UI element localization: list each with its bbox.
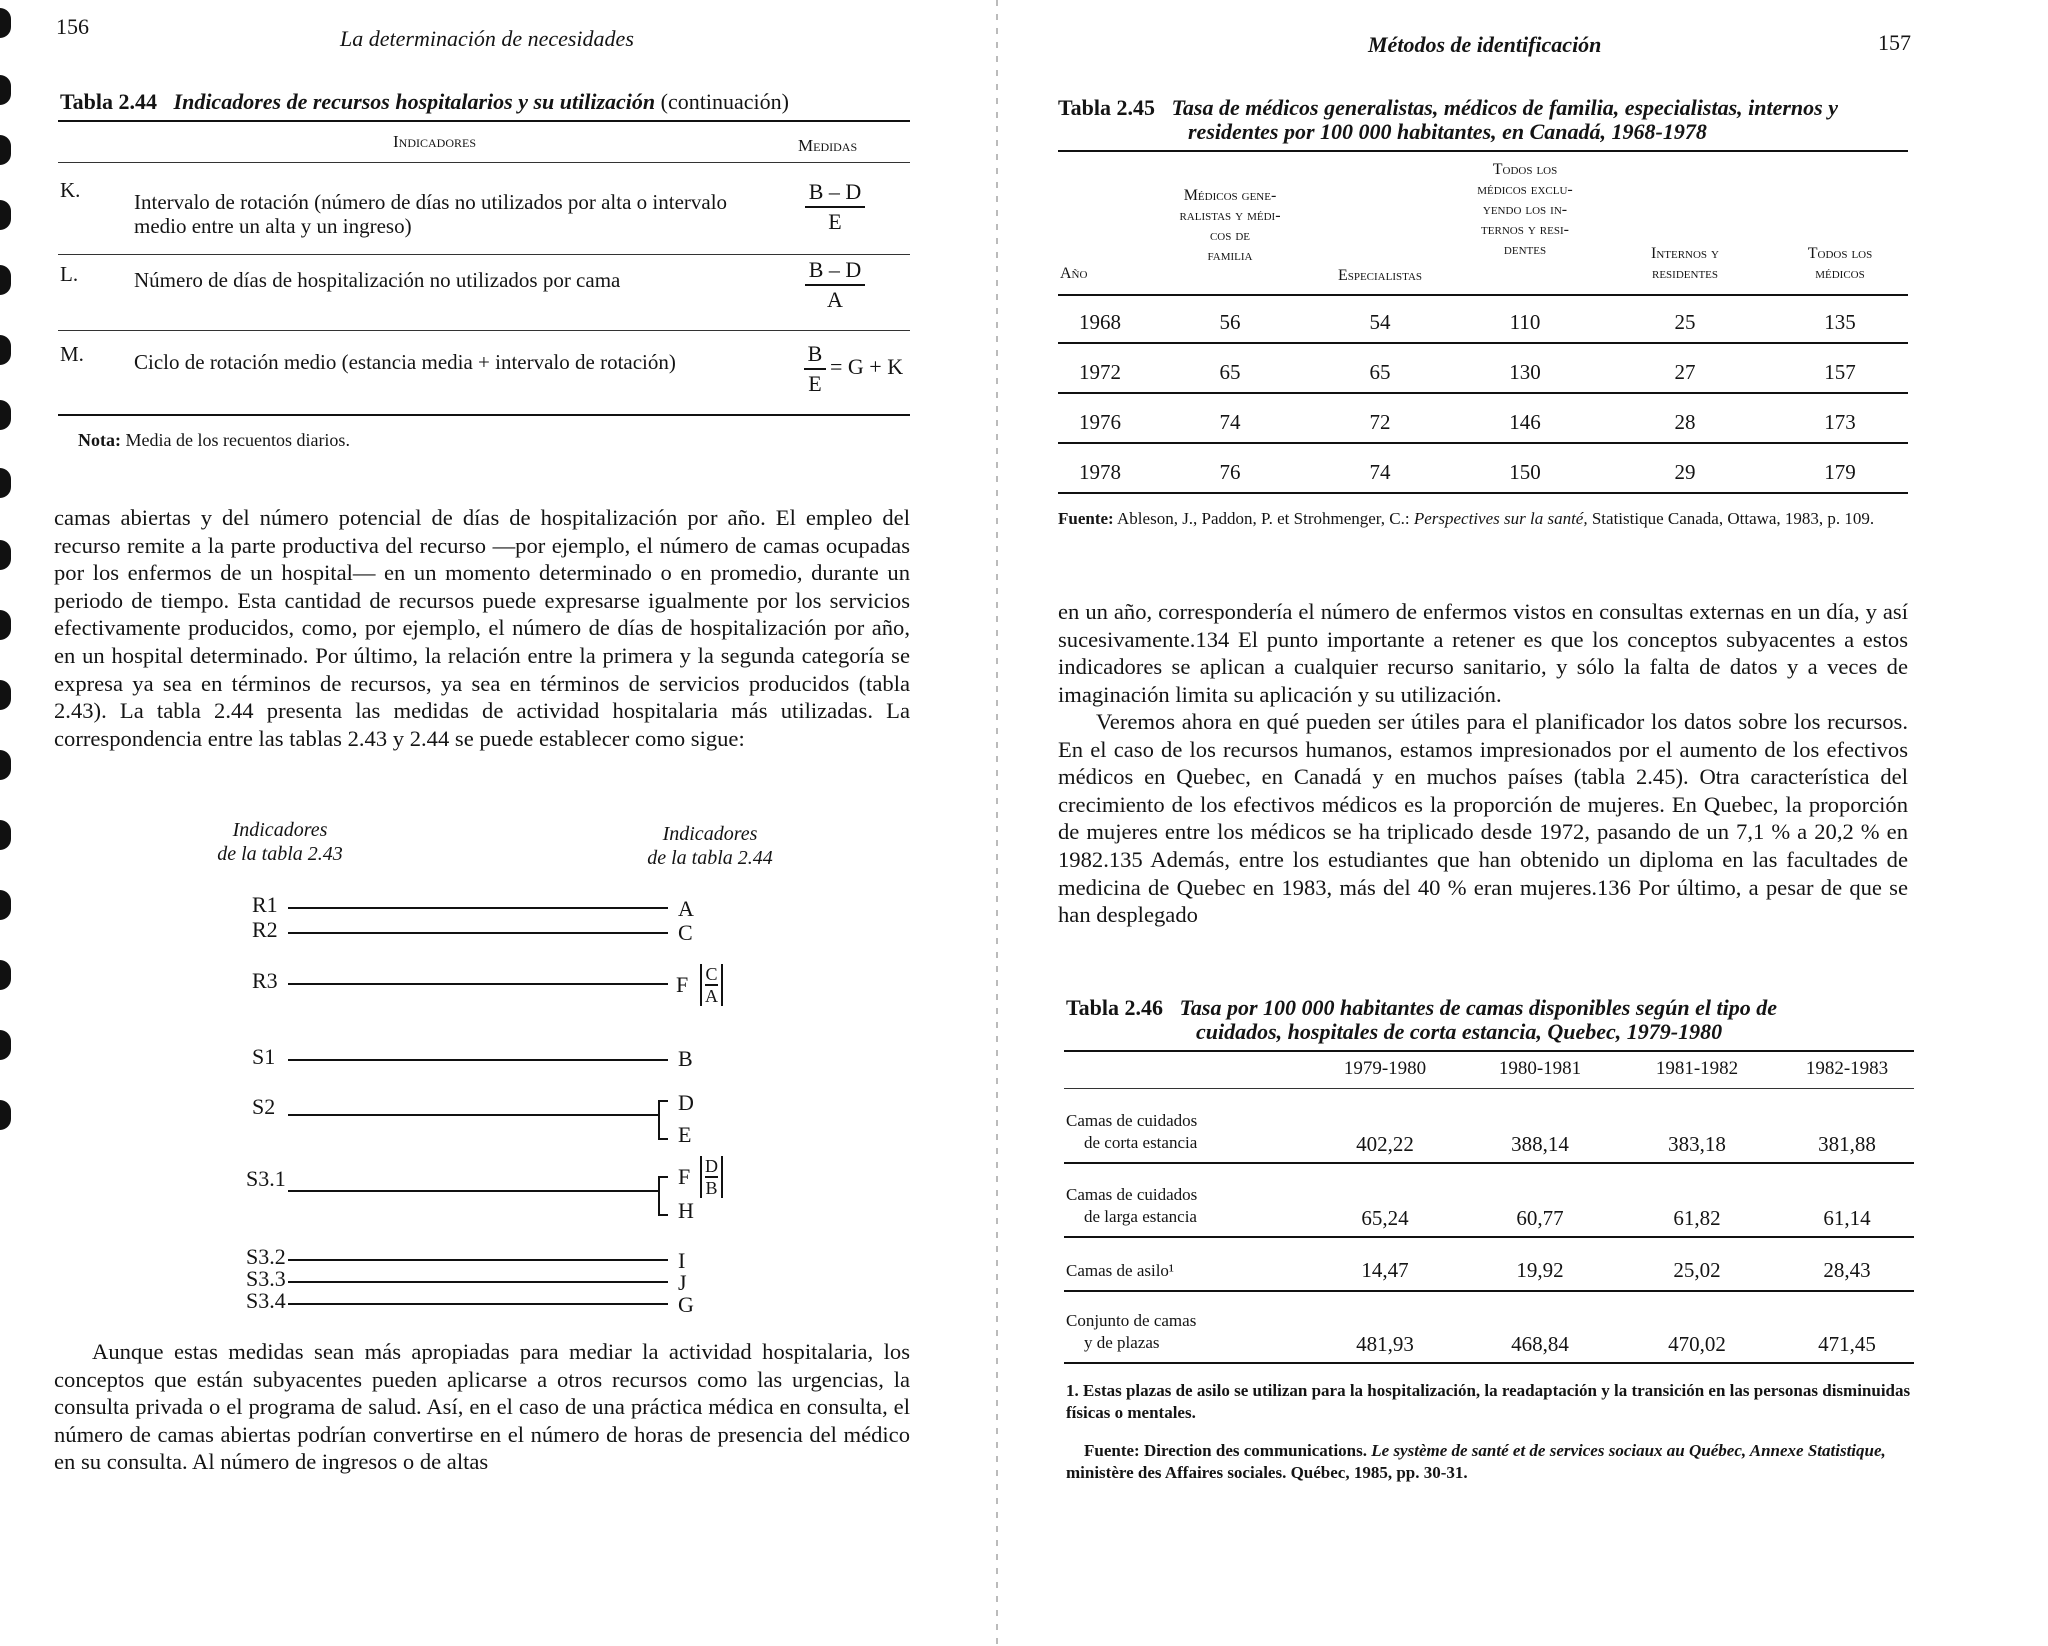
row-letter: K. <box>60 178 81 202</box>
diagram-right-label: D <box>678 1090 694 1115</box>
diagram-left-label: R2 <box>252 917 278 942</box>
diagram-right-label: F <box>678 1164 691 1189</box>
table-title: Tasa de médicos generalistas, médicos de familia, especialistas, internos y <box>1171 95 1838 120</box>
row-text: Intervalo de rotación (número de días no utilizados por alta o intervalo medio entre un alta y un ingreso) <box>134 190 728 238</box>
table-caption <box>1066 996 1777 1020</box>
table-title-cont: cuidados, hospitales de corta estancia, Quebec, 1979-1980 <box>1196 1019 1723 1044</box>
column-header: Todos los médicos <box>1807 245 1873 282</box>
row-text: Ciclo de rotación medio (estancia media + intervalo de rotación) <box>134 350 676 374</box>
table-footnote: 1. Estas plazas de asilo se utilizan para la hospitalización, la readaptación y la transición en las personas disminuidas físicas o mentales. <box>1066 1381 1911 1422</box>
table-label: Tabla 2.44 <box>60 89 158 114</box>
column-header: Especialistas <box>1337 267 1423 284</box>
table-caption <box>1058 96 1838 120</box>
diagram-left-label: R1 <box>252 892 278 917</box>
diagram-right-label: A <box>678 896 694 921</box>
row-letter: M. <box>60 342 84 366</box>
column-header: Todos los médicos exclu- yendo los in- ternos y resi- dentes <box>1477 161 1573 258</box>
left-page <box>0 0 1000 1646</box>
formula-suffix: = G + K <box>830 354 904 379</box>
formula-fraction: B – D E <box>800 178 870 236</box>
diagram-heading-left: Indicadores de la tabla 2.43 <box>217 819 343 865</box>
body-paragraph: Aunque estas medidas sean más apropiadas para mediar la actividad hospitalaria, los conceptos que están subyacentes pueden aplicarse a otros recursos como las urgencias, la consulta privada o el programa de salud. Así, en el caso de una práctica médica en consulta, el número de camas abiertas podrían convertirse en el número de horas de presencia del médico en su consulta. Al número de ingresos o de altas <box>54 1339 910 1475</box>
table-caption <box>60 90 789 114</box>
diagram-left-label: S3.4 <box>246 1288 286 1313</box>
table-label: Tabla 2.45 <box>1058 95 1156 120</box>
column-header-medidas: Medidas <box>798 136 858 155</box>
right-page: Métodos de identificación 157 Tabla 2.45 Tasa de médicos generalistas, médicos de familia, especialistas, internos y residentes por 100 000 habitantes, en Canadá, 1968-1978 Año Médicos gene- ralistas y médi- cos de familia Especialistas Todos los médicos exclu- yendo los in- ternos y resi- dentes Internos y residentes Todos los médicos 1968 56 54 110 25 135 1972 65 65 130 27 157 1976 74 72 146 28 173 1978 76 74 150 29 179 Fuente: Ableson, J., Paddon, P. et Strohmenger, C.: Perspectives sur la santé, Statistique Canada, Ottawa, 1983, p. 109. en un año, correspondería el número de enfermos vistos en consultas externas en un día, y así sucesivamente.134 El punto importante a retener es que los conceptos subyacentes a estos indicadores se aplican a cualquier recurso sanitario, y sólo la falta de datos y a veces de imaginación limita su aplicación y su utilización. Veremos ahora en qué pueden ser útiles para el planificador los datos sobre los recursos. En el caso de los recursos humanos, estamos impresionados por el aumento de los efectivos médicos en Quebec, en Canadá y en muchos países (tabla 2.45). Otra característica del crecimiento de los efectivos médicos es la proporción de mujeres. En Quebec, la proporción de mujeres entre los médicos se ha triplicado desde 1972, pasando de un 7,1 % a 20,2 % en 1982.135 Además, entre los estudiantes que han obtenido un diploma en las facultades de medicina de Quebec en 1983, más del 40 % eran mujeres.136 Por último, a pesar de que se han desplegado Tabla 2.46 Tasa por 100 000 habitantes de camas disponibles según el tipo de cuidados, hospitales de corta estancia, Quebec, 1979-1980 1979-1980 1980-1981 1981-1982 1982-1983 Camas de cuidados de corta estancia 402,22 388,14 383,18 381,88 Camas de cuidados de larga estancia 65,24 60,77 61,82 61,14 Camas de asilo¹ 14,47 19,92 25,02 28,43 Conjunto de camas y de plazas 481,93 468,84 470,02 471,45 1. Estas plazas de asilo se utilizan para la hospitalización, la readaptación y la transición en las personas disminuidas físicas o mentales. Fuente: Direction des communications. Le système de santé et de services sociaux au Québec, Annexe Statistique, ministère des Affaires sociales. Québec, 1985, pp. 30-31. <box>1010 0 2048 1646</box>
page-number: 156 <box>56 14 89 39</box>
diagram-heading-right: Indicadores de la tabla 2.44 <box>647 823 773 869</box>
column-header: Año <box>1060 265 1088 282</box>
table-source: Fuente: Direction des communications. Le système de santé et de services sociaux au Québec, Annexe Statistique, ministère des Affaires sociales. Québec, 1985, pp. 30-31. <box>1066 1441 1886 1482</box>
diagram-left-label: S3.1 <box>246 1166 286 1191</box>
table-continuation: (continuación) <box>660 89 789 114</box>
table-title: Tasa por 100 000 habitantes de camas disponibles según el tipo de <box>1179 995 1778 1020</box>
body-paragraph: camas abiertas y del número potencial de días de hospitalización por año. El empleo del recurso remite a la parte productiva del recurso —por ejemplo, el número de camas ocupadas por los enfermos de un hospital— en un momento determinado o en promedio, durante un periodo de tiempo. Esta cantidad de recursos puede expresarse igualmente por los servicios efectivamente producidos, como, por ejemplo, el número de días de hospitalización por año, en un hospital determinado. Por último, la relación entre la primera y la segunda categoría se expresa ya sea en términos de recursos, ya sea en términos de servicios producidos (tabla 2.43). La tabla 2.44 presenta las medidas de actividad hospitalaria más utilizadas. La correspondencia entre las tablas 2.43 y 2.44 se puede establecer como sigue: <box>54 505 910 751</box>
formula-fraction: B E <box>800 340 830 398</box>
diagram-right-label: F <box>676 972 689 997</box>
running-head: La determinación de necesidades <box>340 26 634 51</box>
diagram-left-label: S3.2 <box>246 1244 286 1269</box>
diagram-right-label: C <box>678 920 693 945</box>
column-header: Médicos gene- ralistas y médi- cos de familia <box>1179 187 1281 264</box>
body-paragraph: en un año, correspondería el número de enfermos vistos en consultas externas en un día, y así sucesivamente.134 El punto importante a retener es que los conceptos subyacentes a estos indicadores se aplican a cualquier recurso sanitario, y sólo la falta de datos y a veces de imaginación limita su aplicación y su utilización. <box>1058 599 1908 707</box>
diagram-right-label: I <box>678 1248 686 1273</box>
bracket-fraction: D B <box>700 1156 723 1198</box>
column-header: Internos y residentes <box>1651 245 1719 282</box>
diagram-left-label: S2 <box>252 1094 276 1119</box>
formula-fraction: B – D A <box>800 256 870 314</box>
diagram-right-label: E <box>678 1122 692 1147</box>
table-source: Fuente: Ableson, J., Paddon, P. et Strohmenger, C.: Perspectives sur la santé, Statistique Canada, Ottawa, 1983, p. 109. <box>1058 509 1875 528</box>
column-header-indicadores: Indicadores <box>393 132 476 151</box>
page-number: 157 <box>1878 30 1911 55</box>
row-letter: L. <box>60 262 79 286</box>
diagram-right-label: H <box>678 1198 694 1223</box>
bracket-fraction: C A <box>700 964 723 1006</box>
diagram-right-label: J <box>678 1270 687 1295</box>
table-note: Nota: Media de los recuentos diarios. <box>78 430 350 450</box>
diagram-right-label: G <box>678 1292 694 1317</box>
table-title: Indicadores de recursos hospitalarios y su utilización <box>173 89 656 114</box>
table-title-cont: residentes por 100 000 habitantes, en Canadá, 1968-1978 <box>1188 119 1707 144</box>
row-text: Número de días de hospitalización no utilizados por cama <box>134 268 621 292</box>
diagram-left-label: S1 <box>252 1044 276 1069</box>
body-paragraph: Veremos ahora en qué pueden ser útiles para el planificador los datos sobre los recursos. En el caso de los recursos humanos, estamos impresionados por el aumento de los efectivos médicos en Quebec, en Canadá y en muchos países (tabla 2.45). Otra característica del crecimiento de los efectivos médicos es la proporción de mujeres. En Quebec, la proporción de mujeres entre los médicos se ha triplicado desde 1972, pasando de un 7,1 % a 20,2 % en 1982.135 Además, entre los estudiantes que han obtenido un diploma en las facultades de medicina de Quebec en 1983, más del 40 % eran mujeres.136 Por último, a pesar de que se han desplegado <box>1058 709 1908 928</box>
running-head: Métodos de identificación <box>1368 32 1602 57</box>
diagram-left-label: R3 <box>252 968 278 993</box>
diagram-left-label: S3.3 <box>246 1266 286 1291</box>
diagram-right-label: B <box>678 1046 693 1071</box>
table-label: Tabla 2.46 <box>1066 995 1164 1020</box>
